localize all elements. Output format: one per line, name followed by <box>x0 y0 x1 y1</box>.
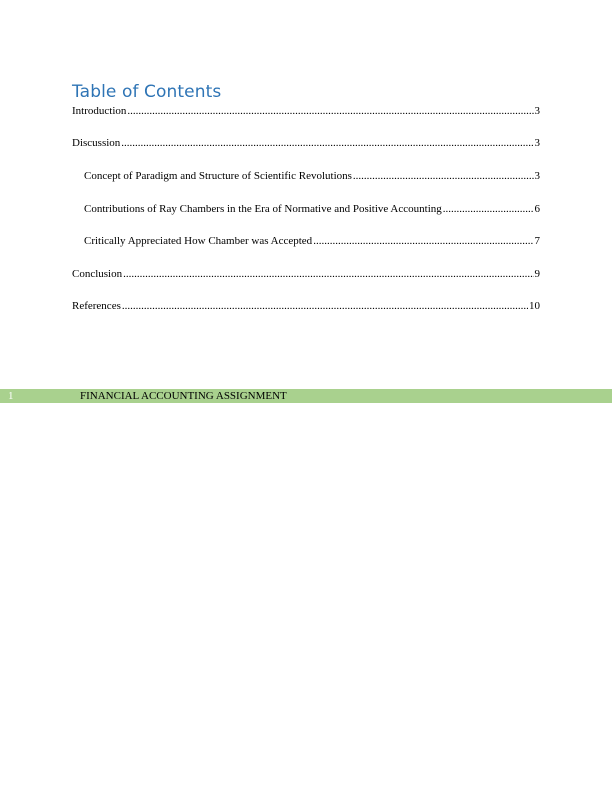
toc-entry-conclusion[interactable] <box>72 267 540 281</box>
toc-entry-discussion[interactable] <box>72 136 540 150</box>
toc-entry-page: 7 <box>534 235 540 247</box>
toc-entry-label: Discussion <box>72 137 121 149</box>
dot-leader <box>121 136 533 150</box>
footer-title: FINANCIAL ACCOUNTING ASSIGNMENT <box>80 390 287 402</box>
dot-leader <box>127 104 533 118</box>
toc-entry-page: 9 <box>534 268 540 280</box>
toc-entry-page: 3 <box>534 170 540 182</box>
toc-entry-introduction[interactable] <box>72 104 540 118</box>
dot-leader <box>443 202 534 216</box>
toc-title: Table of Contents <box>72 82 222 102</box>
toc-entry-label: References <box>72 300 121 312</box>
toc-entry-page: 3 <box>534 137 540 149</box>
toc-entry-label: Critically Appreciated How Chamber was Accepted <box>84 235 313 247</box>
toc-entry-label: Conclusion <box>72 268 123 280</box>
footer-bar <box>0 389 612 403</box>
footer-page-number: 1 <box>8 390 14 402</box>
toc-entry-label: Concept of Paradigm and Structure of Scientific Revolutions <box>84 170 352 182</box>
dot-leader <box>313 234 533 248</box>
toc-entry-label: Introduction <box>72 105 127 117</box>
toc-entry-page: 10 <box>529 300 540 312</box>
toc-entry-contributions-ray-chambers[interactable] <box>84 202 540 216</box>
dot-leader <box>353 169 534 183</box>
toc-entry-page: 6 <box>534 203 540 215</box>
toc-entry-concept-of-paradigm[interactable] <box>84 169 540 183</box>
toc-entry-references[interactable] <box>72 299 540 313</box>
toc-entry-label: Contributions of Ray Chambers in the Era of Normative and Positive Accounting <box>84 203 442 215</box>
dot-leader <box>122 299 528 313</box>
dot-leader <box>123 267 533 281</box>
toc-entry-critically-appreciated[interactable] <box>84 234 540 248</box>
toc-entry-page: 3 <box>534 105 540 117</box>
